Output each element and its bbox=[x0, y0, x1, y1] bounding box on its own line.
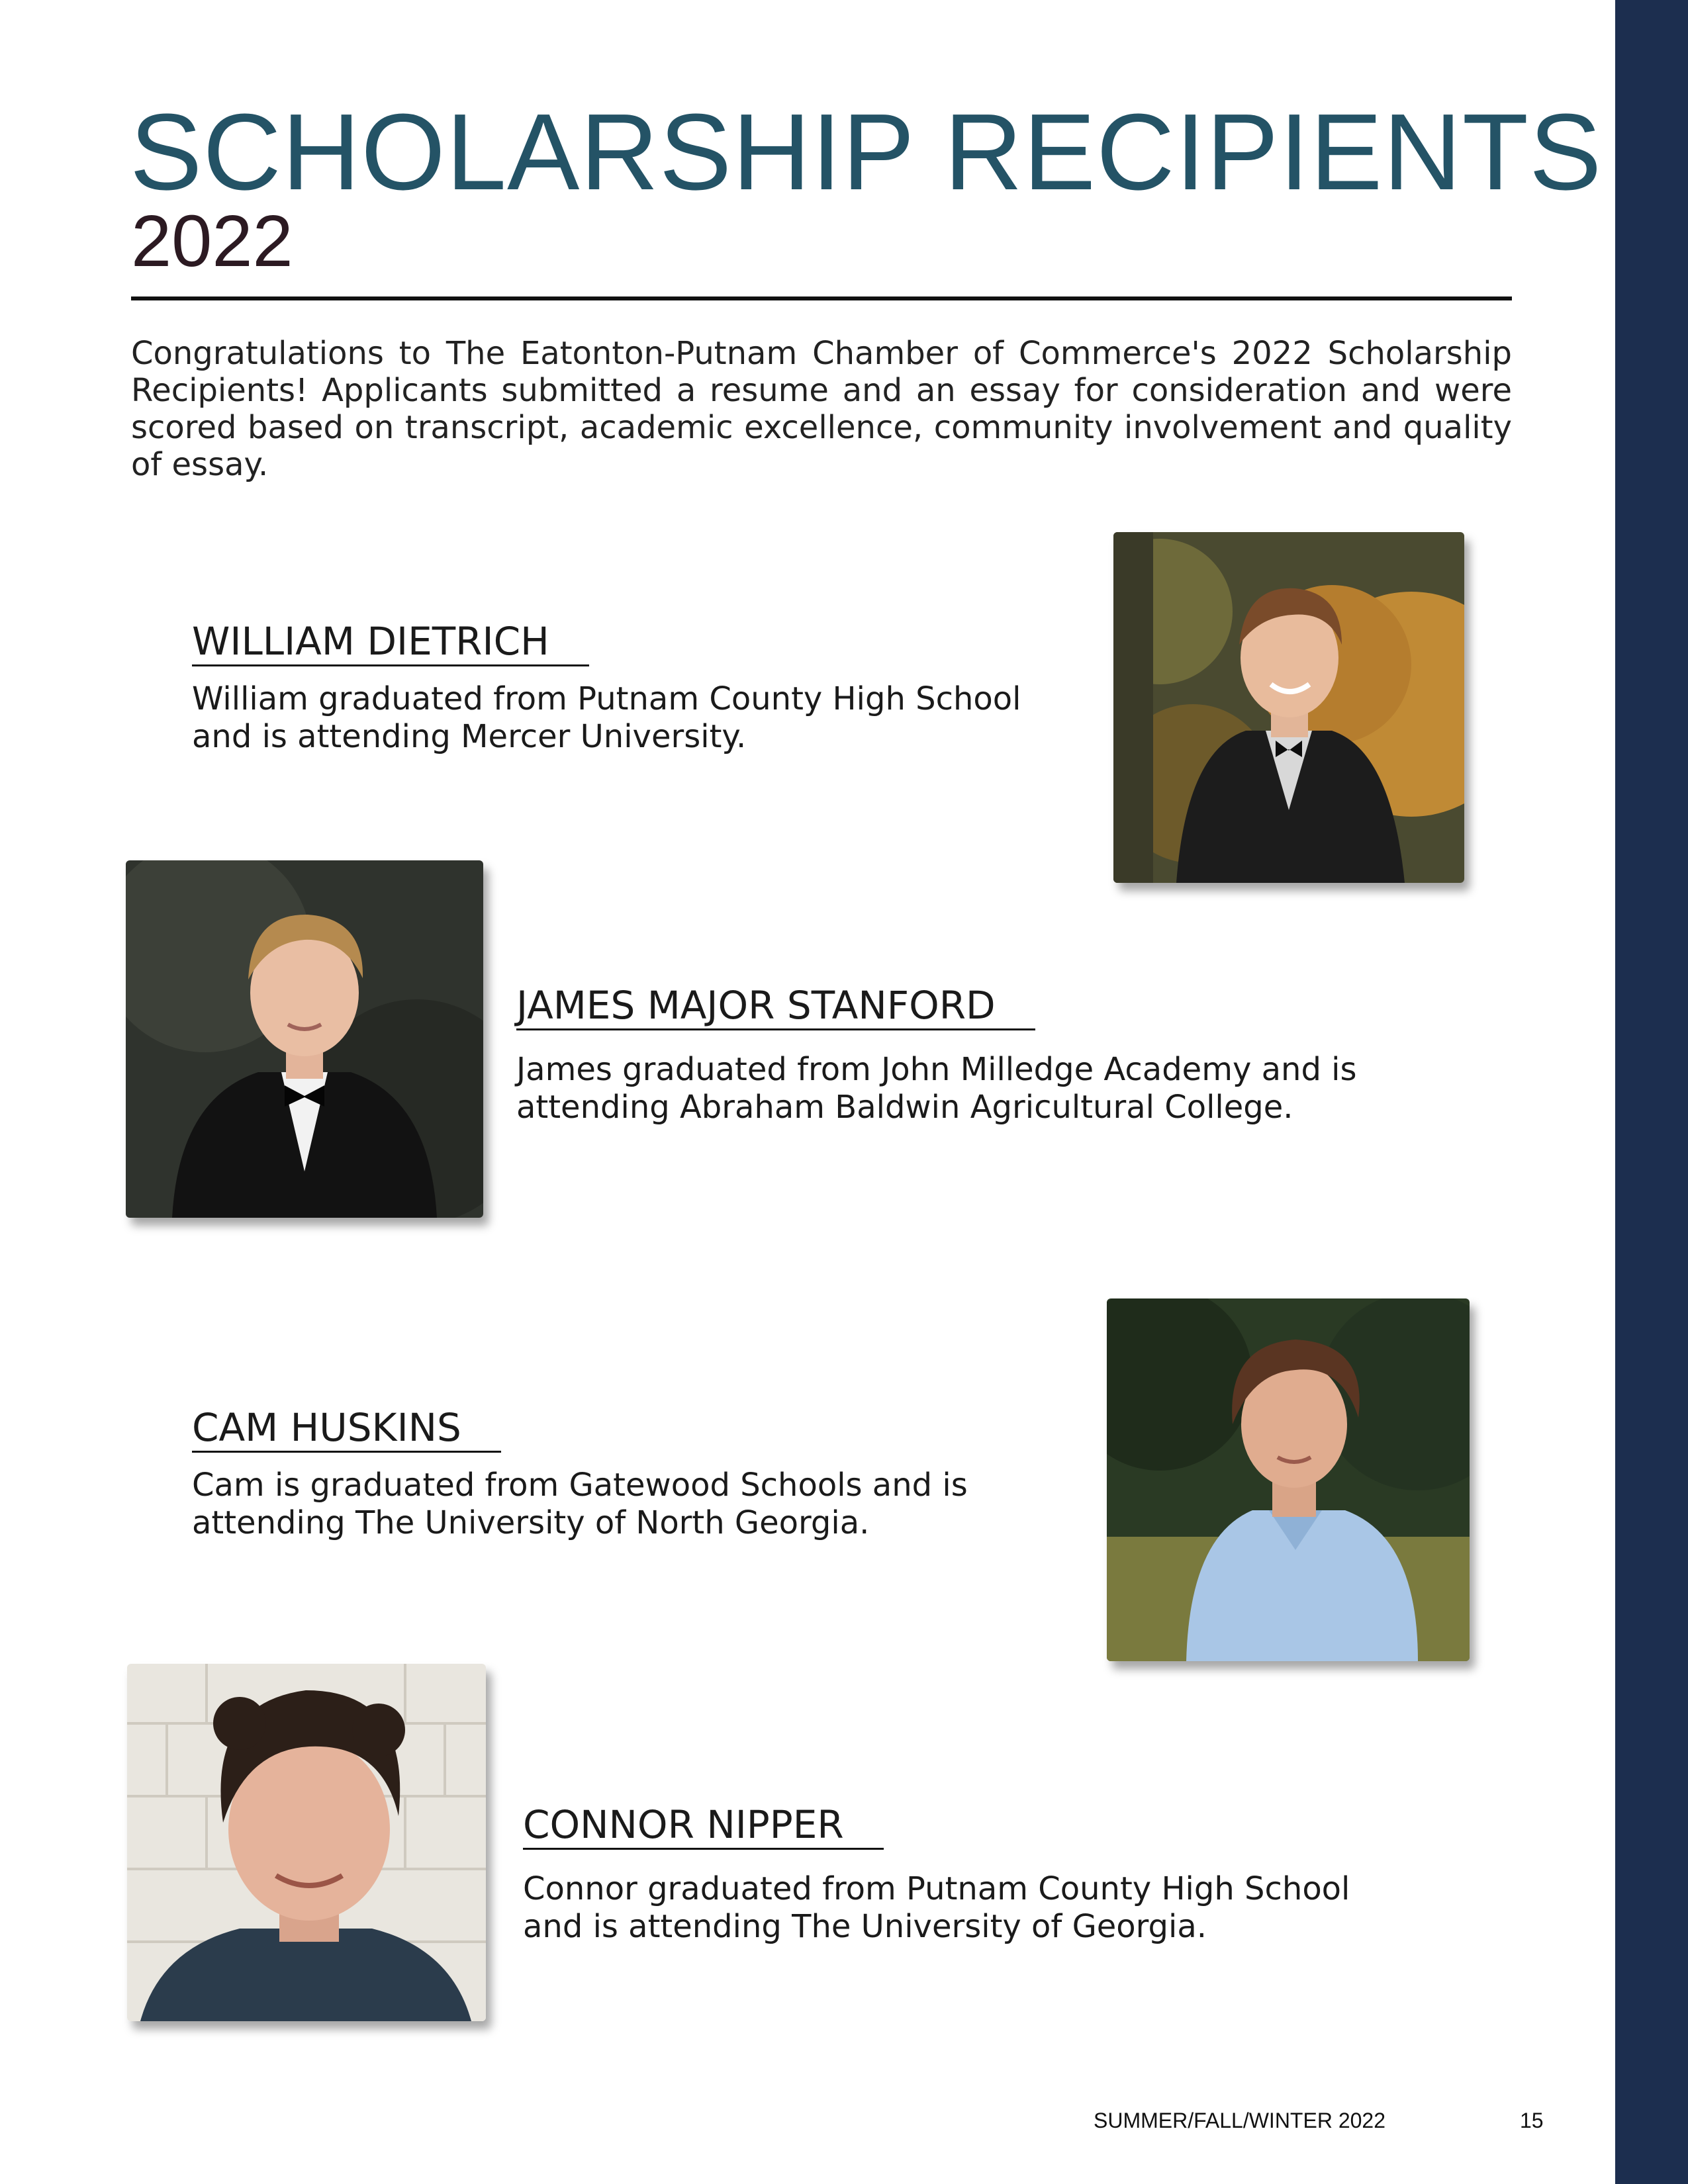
intro-paragraph: Congratulations to The Eatonton-Putnam Chamber of Commerce's 2022 Scholarship Recipients! Applicants submitted a resume and an essay for consideration and were scored based on transcript, academic excellence, community involvement and quality of essay. bbox=[131, 335, 1512, 483]
page-sidebar bbox=[1615, 0, 1688, 2184]
page-year: 2022 bbox=[131, 201, 293, 282]
recipient-name: CONNOR NIPPER bbox=[523, 1801, 884, 1850]
recipient-name: CAM HUSKINS bbox=[192, 1404, 501, 1453]
page-number: 15 bbox=[1520, 2109, 1544, 2132]
cam-huskins-photo bbox=[1107, 1298, 1470, 1661]
william-dietrich-photo bbox=[1113, 532, 1464, 883]
title-divider bbox=[131, 296, 1512, 300]
page-title: SCHOLARSHIP RECIPIENTS bbox=[130, 91, 1603, 212]
issue-label: SUMMER/FALL/WINTER 2022 bbox=[1094, 2109, 1385, 2132]
recipient-bio: James graduated from John Milledge Academy and is attending Abraham Baldwin Agricultural College. bbox=[516, 1051, 1357, 1126]
recipient-bio: William graduated from Putnam County High School and is attending Mercer University. bbox=[192, 680, 1021, 755]
recipient-bio: Connor graduated from Putnam County High School and is attending The University of Georgia. bbox=[523, 1870, 1350, 1945]
james-major-stanford-photo bbox=[126, 860, 483, 1218]
recipient-name: WILLIAM DIETRICH bbox=[192, 618, 589, 666]
recipient-name: JAMES MAJOR STANFORD bbox=[516, 982, 1035, 1030]
connor-nipper-photo bbox=[127, 1664, 486, 2021]
recipient-bio: Cam is graduated from Gatewood Schools and is attending The University of North Georgia. bbox=[192, 1467, 968, 1541]
